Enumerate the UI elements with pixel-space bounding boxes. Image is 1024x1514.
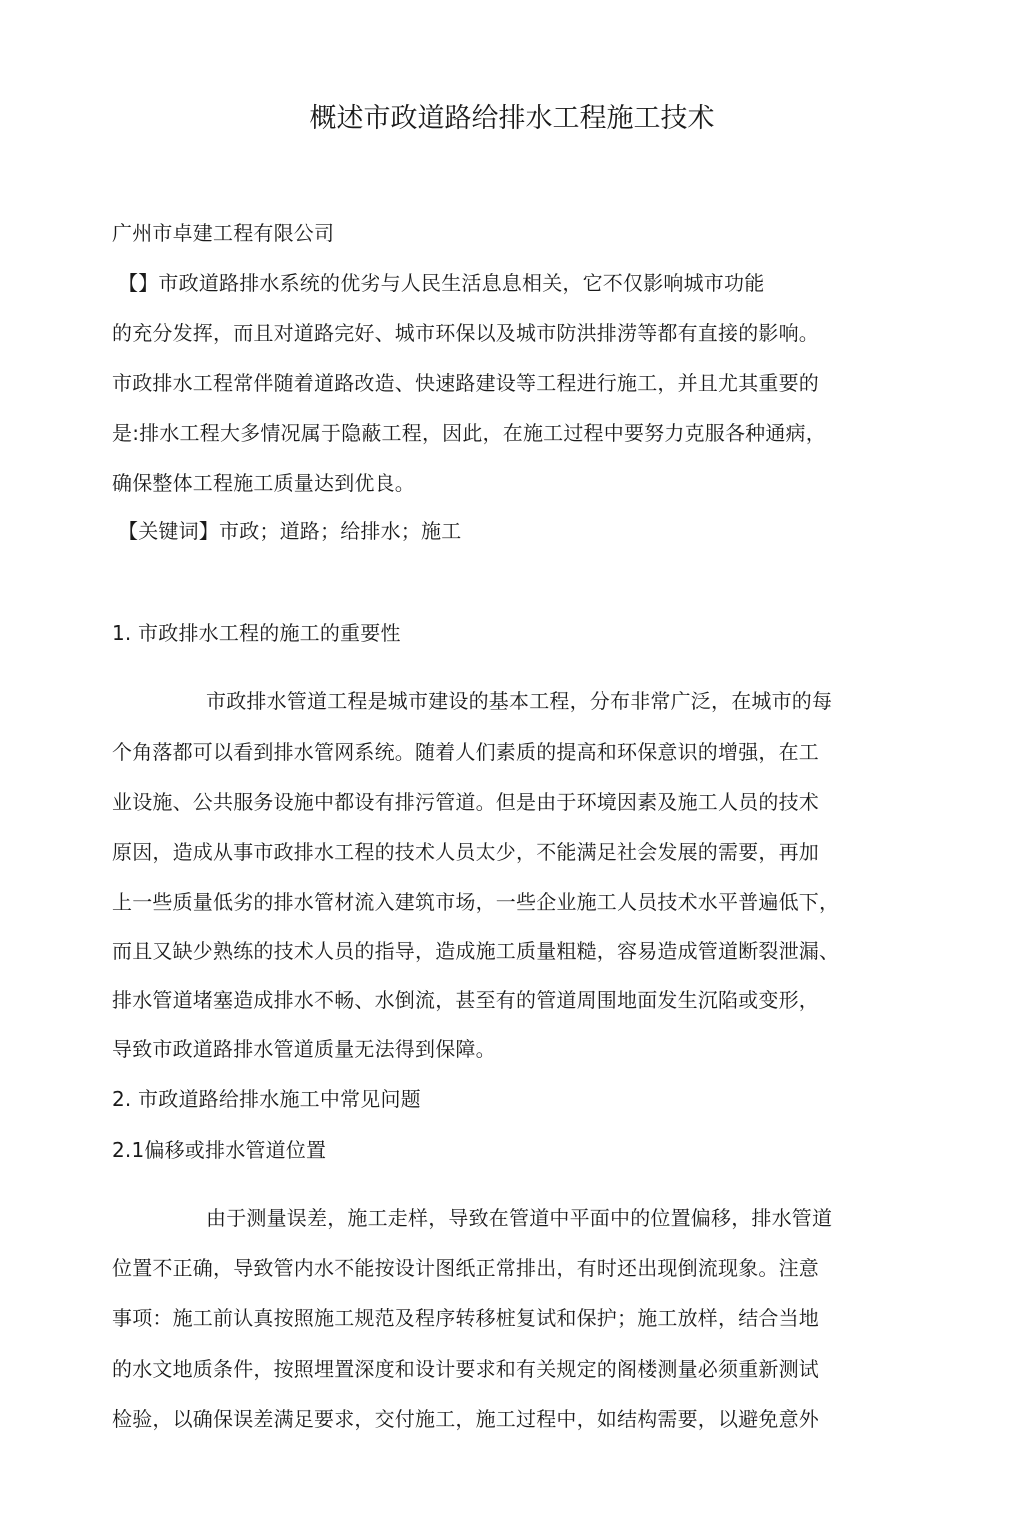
section-2-1-line: 的水文地质条件，按照埋置深度和设计要求和有关规定的阁楼测量必须重新测试 [112, 1357, 819, 1381]
abstract-line: 的充分发挥，而且对道路完好、城市环保以及城市防洪排涝等都有直接的影响。 [112, 321, 819, 345]
document-title: 概述市政道路给排水工程施工技术 [309, 103, 715, 134]
abstract-line: 市政排水工程常伴随着道路改造、快速路建设等工程进行施工，并且尤其重要的 [112, 371, 819, 395]
author-line: 广州市卓建工程有限公司 [112, 221, 335, 245]
section-2-1-heading: 2.1偏移或排水管道位置 [112, 1138, 327, 1162]
section-1-line: 导致市政道路排水管道质量无法得到保障。 [112, 1037, 496, 1061]
section-1-heading: 1. 市政排水工程的施工的重要性 [112, 621, 401, 645]
keywords-line: 【关键词】市政；道路；给排水；施工 [118, 519, 462, 543]
section-1-line: 个角落都可以看到排水管网系统。随着人们素质的提高和环保意识的增强，在工 [112, 740, 819, 764]
section-1-line: 而且又缺少熟练的技术人员的指导，造成施工质量粗糙，容易造成管道断裂泄漏、 [112, 939, 840, 963]
section-1-line: 市政排水管道工程是城市建设的基本工程，分布非常广泛，在城市的每 [206, 689, 833, 713]
section-1-line: 排水管道堵塞造成排水不畅、水倒流，甚至有的管道周围地面发生沉陷或变形， [112, 988, 819, 1012]
section-1-line: 业设施、公共服务设施中都设有排污管道。但是由于环境因素及施工人员的技术 [112, 790, 819, 814]
abstract-line: 是:排水工程大多情况属于隐蔽工程，因此，在施工过程中要努力克服各种通病， [112, 421, 826, 445]
section-2-1-line: 事项：施工前认真按照施工规范及程序转移桩复试和保护；施工放样，结合当地 [112, 1306, 819, 1330]
section-1-line: 原因，造成从事市政排水工程的技术人员太少，不能满足社会发展的需要，再加 [112, 840, 819, 864]
abstract-line: 确保整体工程施工质量达到优良。 [112, 471, 415, 495]
section-2-heading: 2. 市政道路给排水施工中常见问题 [112, 1087, 421, 1111]
section-2-1-line: 检验，以确保误差满足要求，交付施工，施工过程中，如结构需要，以避免意外 [112, 1407, 819, 1431]
abstract-line: 【】市政道路排水系统的优劣与人民生活息息相关，它不仅影响城市功能 [118, 271, 765, 295]
section-2-1-line: 由于测量误差，施工走样，导致在管道中平面中的位置偏移，排水管道 [206, 1206, 833, 1230]
section-2-1-line: 位置不正确，导致管内水不能按设计图纸正常排出，有时还出现倒流现象。注意 [112, 1256, 819, 1280]
section-1-line: 上一些质量低劣的排水管材流入建筑市场，一些企业施工人员技术水平普遍低下， [112, 890, 840, 914]
